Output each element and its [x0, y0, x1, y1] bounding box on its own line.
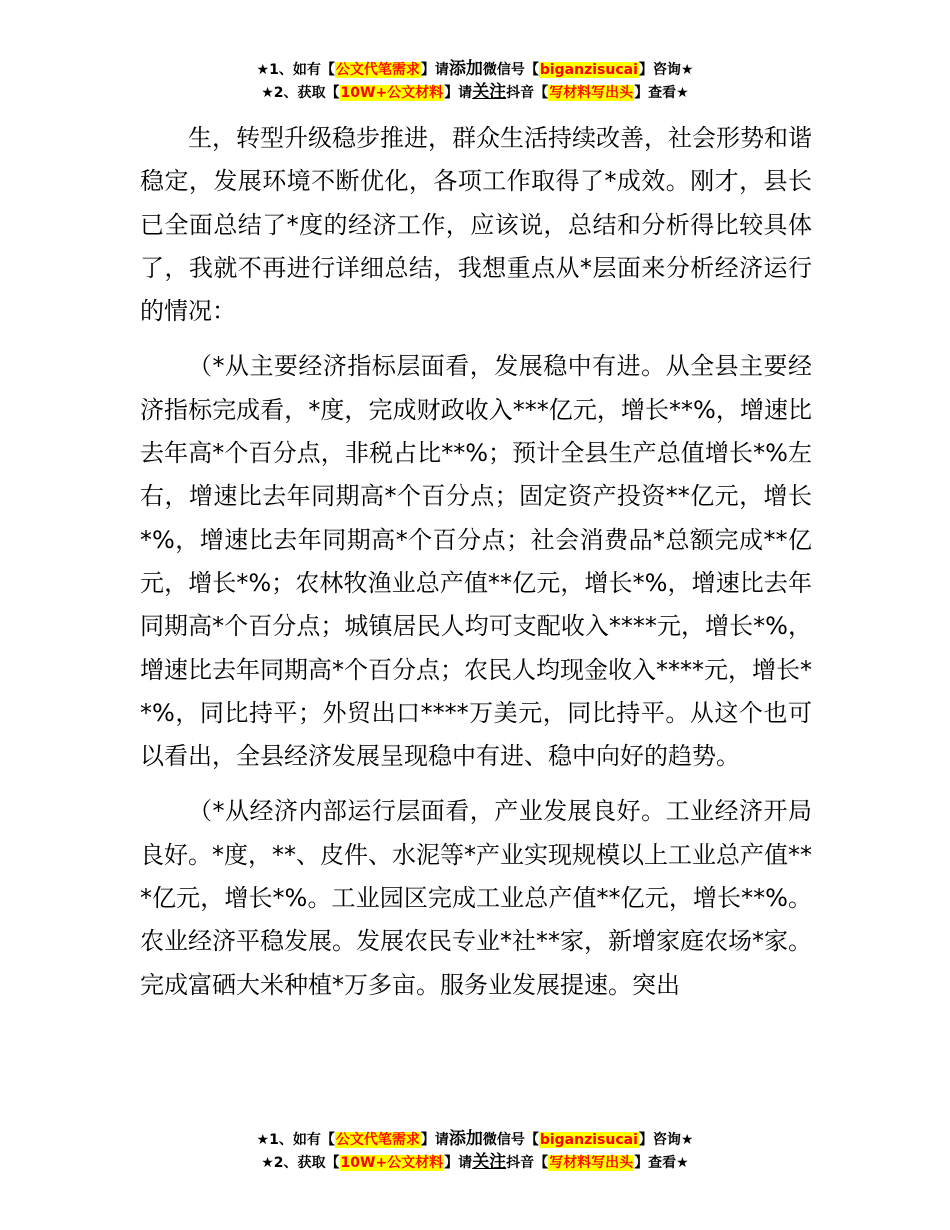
- highlight-douyin: 写材料写出头: [549, 85, 634, 101]
- paragraph-indicators: （*从主要经济指标层面看，发展稳中有进。从全县主要经济指标完成看，*度，完成财政收入***亿元，增长**%，增速比去年高*个百分点，非税占比**%；预计全县生产总值增长*%左右，增速比去年同期高*个百分点；固定资产投资**亿元，增长*%，增速比去年同期高*个百分点；社会消费品*总额完成**亿元，增长*%；农林牧渔业总产值**亿元，增长*%，增速比去年同期高*个百分点；城镇居民人均可支配收入****元，增长*%，增速比去年同期高*个百分点；农民人均现金收入****元，增长**%，同比持平；外贸出口****万美元，同比持平。从这个也可以看出，全县经济发展呈现稳中有进、稳中向好的趋势。: [140, 352, 812, 771]
- document-body: [140, 117, 812, 1019]
- paragraph-intro: 生，转型升级稳步推进，群众生活持续改善，社会形势和谐稳定，发展环境不断优化，各项工作取得了*成效。刚才，县长已全面总结了*度的经济工作，应该说，总结和分析得比较具体了，我就不再进行详细总结，我想重点从*层面来分析经济运行的情况：: [140, 124, 812, 326]
- banner-line-1: ★1、如有【公文代笔需求】请添加微信号【biganzisucai】咨询★: [256, 1129, 694, 1149]
- footer-banner: [0, 1128, 950, 1174]
- highlight-douyin: 写材料写出头: [549, 1155, 634, 1171]
- banner-line-2: ★2、获取【10W+公文材料】请关注抖音【写材料写出头】查看★: [261, 82, 689, 102]
- banner-line-2: ★2、获取【10W+公文材料】请关注抖音【写材料写出头】查看★: [261, 1152, 689, 1172]
- highlight-wechat-id: biganzisucai: [539, 1132, 638, 1148]
- highlight-wechat-id: biganzisucai: [539, 62, 638, 78]
- highlight-service: 公文代笔需求: [335, 62, 420, 78]
- highlight-materials: 10W+公文材料: [340, 85, 444, 101]
- banner-line-1: ★1、如有【公文代笔需求】请添加微信号【biganzisucai】咨询★: [256, 59, 694, 79]
- highlight-materials: 10W+公文材料: [340, 1155, 444, 1171]
- header-banner: [0, 58, 950, 104]
- highlight-service: 公文代笔需求: [335, 1132, 420, 1148]
- paragraph-industry: （*从经济内部运行层面看，产业发展良好。工业经济开局良好。*度，**、皮件、水泥等*产业实现规模以上工业总产值***亿元，增长*%。工业园区完成工业总产值**亿元，增长**%。农业经济平稳发展。发展农民专业*社**家，新增家庭农场*家。完成富硒大米种植*万多亩。服务业发展提速。突出: [140, 797, 812, 999]
